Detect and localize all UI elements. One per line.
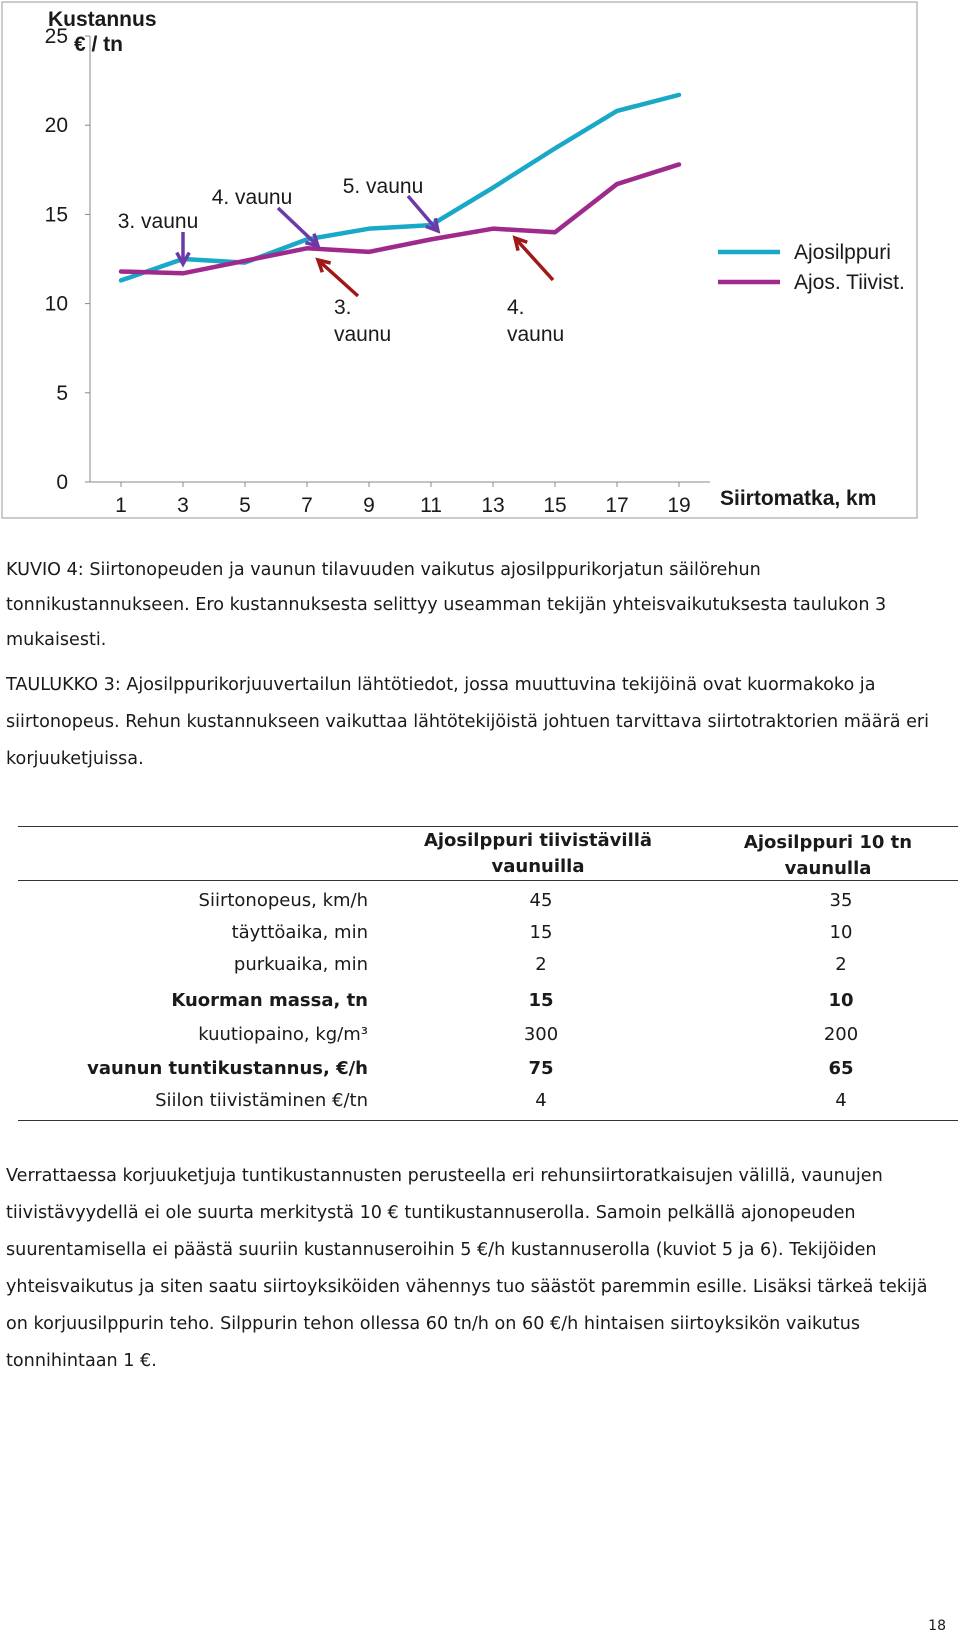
table-header-col1: Ajosilppuri tiivistävillä vaunuilla: [423, 830, 653, 877]
annotation-label-line2: vaunu: [334, 323, 392, 346]
x-tick-label: 3: [177, 494, 189, 517]
table-row: [18, 1024, 958, 1054]
y-tick-label: 5: [56, 381, 68, 405]
x-tick-label: 1: [115, 494, 127, 517]
x-tick-label: 17: [605, 494, 629, 517]
value-col2: 200: [823, 1024, 859, 1045]
table-row: [18, 1058, 958, 1088]
x-tick-label: 7: [301, 494, 313, 517]
table-row: [18, 1090, 958, 1120]
y-tick-label: 0: [56, 471, 68, 494]
value-col2: 4: [835, 1090, 847, 1111]
body-paragraph: Verrattaessa korjuuketjuja tuntikustannusten perusteella eri rehunsiirtoratkaisujen välillä, vaunujen tiivistävyydellä ei ole suurta merkitystä 10 € tuntikustannuserolla. Samoin pelkällä ajonopeuden suurentamisella ei päästä suuriin kustannuseroihin 5 €/h kustannuserolla (kuviot 5 ja 6). Tekijöiden yhteisvaikutus ja siten saatu siirtoyksiköiden vähennys tuo säästöt paremmin esille. Lisäksi tärkeä tekijä on korjuusilppurin teho. Silppurin tehon ollessa 60 tn/h on 60 €/h hintaisen siirtoyksikön vaikutus tonnihintaan 1 €.: [6, 1166, 928, 1371]
legend-label-1: Ajos. Tiivist.: [794, 271, 905, 294]
table-row: [18, 954, 958, 984]
x-tick-label: 11: [420, 494, 442, 517]
annotation-arrow-1: [278, 208, 318, 246]
annotation-label: 4. vaunu: [211, 186, 293, 209]
row-label: purkuaika, min: [233, 954, 368, 975]
table-row: [18, 890, 958, 920]
annotation-arrow-4: [515, 238, 553, 280]
x-axis-title: Siirtomatka, km: [720, 487, 877, 510]
table-top-rule: [18, 826, 958, 827]
figure-caption: KUVIO 4: Siirtonopeuden ja vaunun tilavuuden vaikutus ajosilppurikorjatun säilörehun tonnikustannukseen. Ero kustannuksesta selittyy useamman tekijän yhteisvaikutuksesta taulukon 3 mukaisesti.: [6, 560, 887, 650]
x-tick-label: 5: [239, 494, 251, 517]
y-tick-label: 25: [44, 25, 68, 48]
value-col2: 2: [835, 954, 847, 975]
table-row: [18, 922, 958, 952]
cost-chart: [0, 0, 960, 545]
row-label: kuutiopaino, kg/m³: [198, 1024, 368, 1045]
annotation-label: 4.: [507, 296, 525, 319]
y-axis-title: Kustannus: [48, 8, 157, 31]
value-col2: 65: [828, 1058, 854, 1079]
table-row: [18, 990, 958, 1020]
annotation-label: 3.: [334, 296, 352, 319]
y-tick-label: 15: [44, 203, 68, 227]
x-tick-label: 9: [363, 494, 375, 517]
row-label: Siilon tiivistäminen €/tn: [155, 1090, 368, 1111]
chart-canvas: [0, 0, 960, 545]
row-label: Siirtonopeus, km/h: [198, 890, 368, 911]
y-tick-label: 20: [44, 114, 68, 138]
value-col2: 10: [829, 922, 853, 943]
annotation-label-line2: vaunu: [507, 323, 565, 346]
value-col1: 45: [529, 890, 553, 911]
table-caption: TAULUKKO 3: Ajosilppurikorjuuvertailun lähtötiedot, jossa muuttuvina tekijöinä ovat kuormakoko ja siirtonopeus. Rehun kustannukseen vaikuttaa lähtötekijöistä johtuen tarvittava siirtotraktorien määrä eri korjuuketjuissa.: [6, 675, 930, 769]
value-col2: 10: [828, 990, 854, 1011]
value-col1: 15: [528, 990, 554, 1011]
x-tick-label: 13: [481, 494, 505, 517]
table-bottom-rule: [18, 1120, 958, 1121]
annotation-label: 3. vaunu: [117, 210, 199, 233]
legend-label-0: Ajosilppuri: [794, 241, 891, 264]
x-tick-label: 19: [667, 494, 691, 517]
value-col1: 300: [523, 1024, 559, 1045]
table-header-rule: [18, 880, 958, 881]
table-header-col2: Ajosilppuri 10 tn vaunulla: [743, 832, 913, 879]
y-axis-unit: € / tn: [74, 33, 124, 56]
chart-frame: [2, 2, 917, 518]
row-label: Kuorman massa, tn: [171, 990, 368, 1011]
row-label: vaunun tuntikustannus, €/h: [87, 1058, 368, 1079]
value-col1: 2: [535, 954, 547, 975]
row-label: täyttöaika, min: [231, 922, 368, 943]
annotation-label: 5. vaunu: [342, 175, 424, 198]
value-col1: 15: [529, 922, 553, 943]
y-tick-label: 10: [44, 292, 68, 316]
x-tick-label: 15: [543, 494, 567, 517]
page-number: 18: [928, 1618, 946, 1634]
value-col2: 35: [829, 890, 853, 911]
value-col1: 75: [528, 1058, 554, 1079]
annotation-arrow-3: [318, 260, 358, 296]
value-col1: 4: [535, 1090, 547, 1111]
